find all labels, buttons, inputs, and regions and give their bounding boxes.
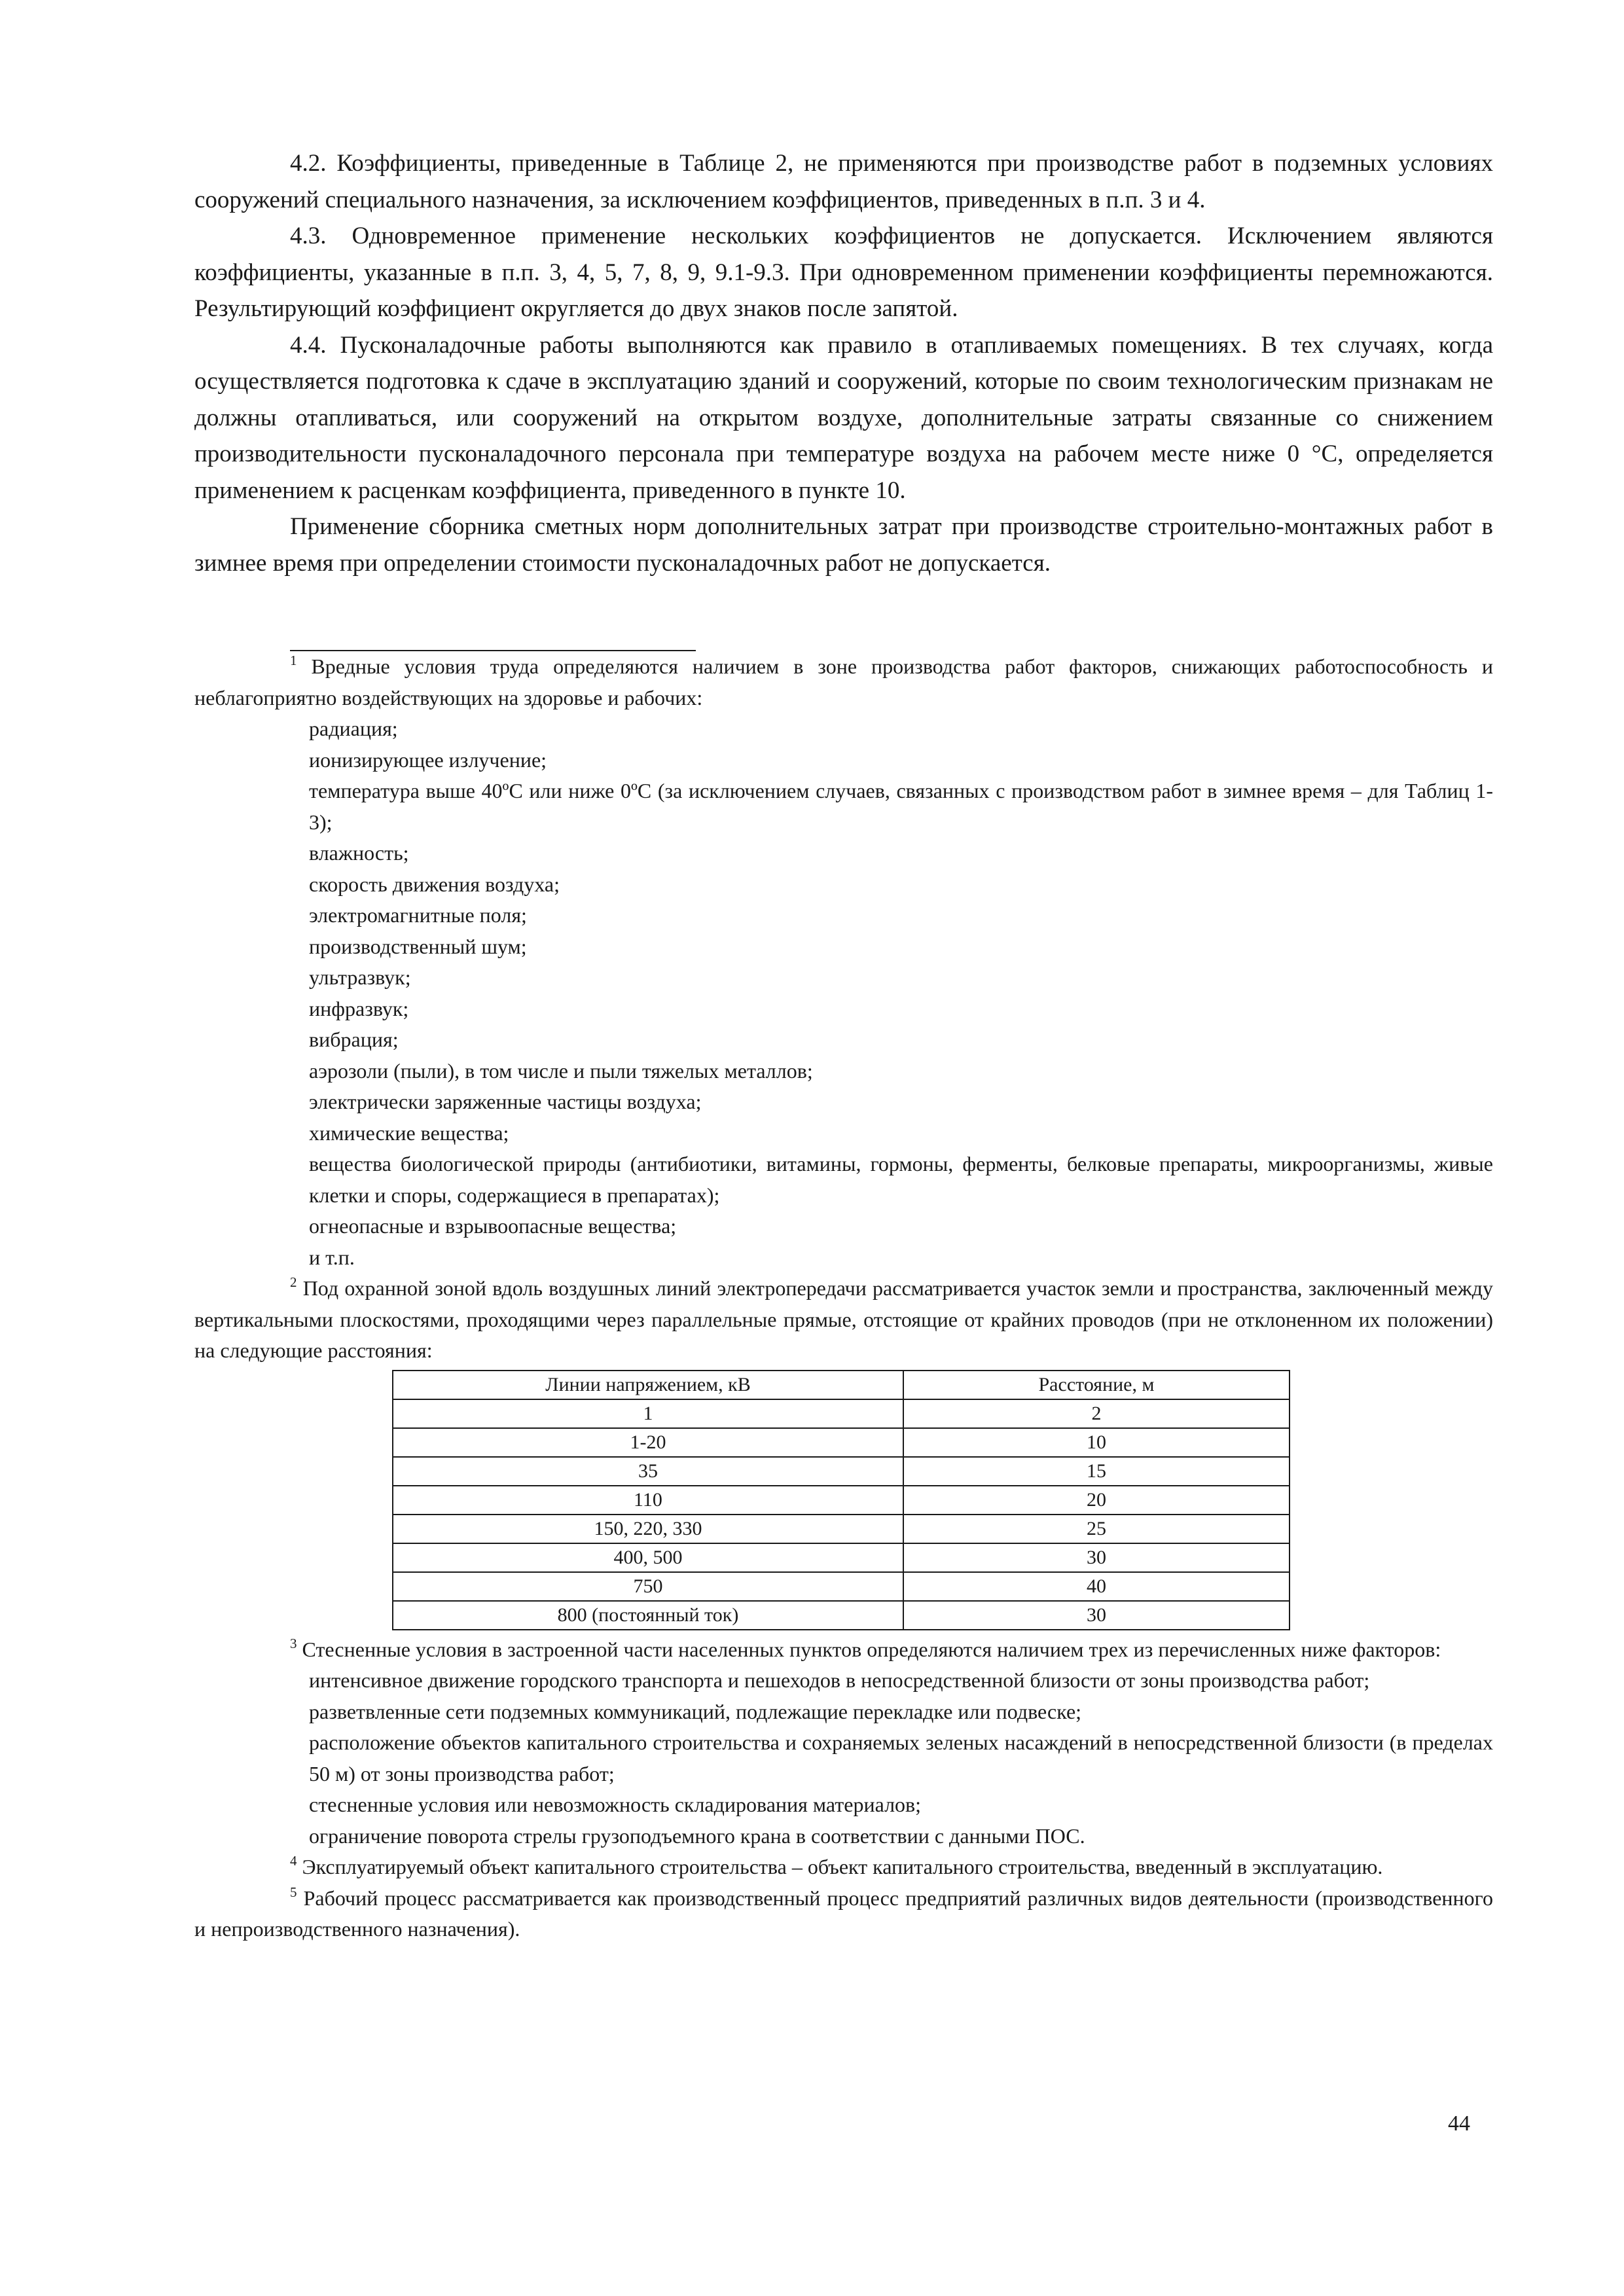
table-cell: 35: [393, 1457, 903, 1486]
list-item: вибрация;: [309, 1028, 399, 1051]
list-item: влажность;: [309, 841, 409, 865]
list-item: разветвленные сети подземных коммуникаций, подлежащие перекладке или подвеске;: [309, 1699, 1082, 1723]
table-row: [393, 1399, 1290, 1428]
list-item: и т.п.: [309, 1245, 355, 1269]
footnote-4-mark: 4: [290, 1853, 297, 1869]
footnote-5-text: Рабочий процесс рассматривается как производственный процесс предприятий различных видов деятельности (производственного и непроизводственного назначения).: [194, 1886, 1493, 1941]
table-row: [393, 1543, 1290, 1572]
table-cell: 40: [903, 1572, 1290, 1601]
list-item: производственный шум;: [309, 934, 527, 958]
table-cell: 150, 220, 330: [393, 1515, 903, 1543]
footnote-2-text: Под охранной зоной вдоль воздушных линий электропередачи рассматривается участок земли и пространства, заключенный между вертикальными плоскостями, проходящими через параллельные прямые, отстоящие от крайних проводов (при не отклоненном их положении) на следующие расстояния:: [194, 1276, 1493, 1362]
footnote-4: [194, 1852, 1493, 1883]
list-item: инфразвук;: [309, 996, 409, 1020]
paragraph-4-4: 4.4. Пусконаладочные работы выполняются как правило в отапливаемых помещениях. В тех случаях, когда осуществляется подготовка к сдаче в эксплуатацию зданий и сооружений, которые по своим технологическим признакам не должны отапливаться, или сооружений на открытом воздухе, дополнительные затраты связанные со снижением производительности пусконаладочного персонала при температуре воздуха на рабочем месте ниже 0 °С, определяется применением к расценкам коэффициента, приведенного в пункте 10.: [194, 331, 1493, 504]
list-item: химические вещества;: [309, 1121, 509, 1145]
table-cell: 10: [903, 1428, 1290, 1457]
table-cell: 1: [393, 1399, 903, 1428]
page-number: 44: [1448, 2111, 1470, 2136]
column-header-voltage: Линии напряжением, кВ: [393, 1371, 903, 1399]
list-item: стесненные условия или невозможность складирования материалов;: [309, 1793, 922, 1816]
column-header-distance: Расстояние, м: [903, 1371, 1290, 1399]
list-item: температура выше 40ºС или ниже 0ºС (за исключением случаев, связанных с производством работ в зимнее время – для Таблиц 1-3);: [309, 779, 1493, 834]
footnote-2-mark: 2: [290, 1274, 297, 1290]
table-cell: 750: [393, 1572, 903, 1601]
table-row: [393, 1486, 1290, 1515]
list-item: огнеопасные и взрывоопасные вещества;: [309, 1214, 677, 1238]
list-item: ограничение поворота стрелы грузоподъемного крана в соответствии с данными ПОС.: [309, 1823, 1085, 1848]
table-cell: 30: [903, 1601, 1290, 1630]
list-item: расположение объектов капитального строительства и сохраняемых зеленых насаждений в непосредственной близости (в пределах 50 м) от зоны производства работ;: [309, 1731, 1493, 1785]
table-cell: 30: [903, 1543, 1290, 1572]
footnote-5-mark: 5: [290, 1884, 297, 1900]
table-row: [393, 1515, 1290, 1543]
table-cell: 1-20: [393, 1428, 903, 1457]
list-item: ультразвук;: [309, 965, 411, 989]
footnote-3-text: Стесненные условия в застроенной части населенных пунктов определяются наличием трех из перечисленных ниже факторов:: [297, 1637, 1441, 1661]
paragraph-4-2: 4.2. Коэффициенты, приведенные в Таблице 2, не применяются при производстве работ в подземных условиях сооружений специального назначения, за исключением коэффициентов, приведенных в п.п. 3 и 4.: [194, 150, 1493, 213]
document-page: [194, 145, 1493, 1945]
table-row: [393, 1572, 1290, 1601]
footnote-3-mark: 3: [290, 1635, 297, 1651]
footnote-5: [194, 1883, 1493, 1945]
list-item: аэрозоли (пыли), в том числе и пыли тяжелых металлов;: [309, 1058, 813, 1083]
main-text: [194, 145, 1493, 581]
footnote-1: [194, 651, 1493, 713]
list-item: электромагнитные поля;: [309, 903, 527, 927]
footnote-3-list: [194, 1665, 1493, 1852]
list-item: электрически заряженные частицы воздуха;: [309, 1090, 702, 1113]
footnote-2: [194, 1273, 1493, 1367]
list-item: радиация;: [309, 717, 398, 740]
footnote-1-list: [194, 713, 1493, 1273]
footnote-1-mark: 1: [290, 653, 297, 668]
list-item: скорость движения воздуха;: [309, 872, 560, 896]
paragraph-winter-note: Применение сборника сметных норм дополнительных затрат при производстве строительно-монтажных работ в зимнее время при определении стоимости пусконаладочных работ не допускается.: [194, 513, 1493, 577]
voltage-distance-table: [392, 1370, 1290, 1630]
table-row: [393, 1601, 1290, 1630]
list-item: интенсивное движение городского транспорта и пешеходов в непосредственной близости от зоны производства работ;: [309, 1668, 1370, 1692]
table-cell: 25: [903, 1515, 1290, 1543]
list-item: ионизирующее излучение;: [309, 747, 547, 772]
table-cell: 800 (постоянный ток): [393, 1601, 903, 1630]
footnotes: [194, 651, 1493, 1945]
footnote-4-text: Эксплуатируемый объект капитального строительства – объект капитального строительства, введенный в эксплуатацию.: [297, 1855, 1383, 1878]
footnote-3: [194, 1634, 1493, 1666]
table-row: [393, 1457, 1290, 1486]
list-item: вещества биологической природы (антибиотики, витамины, гормоны, ферменты, белковые препараты, микроорганизмы, живые клетки и споры, содержащиеся в препаратах);: [309, 1152, 1493, 1207]
table-cell: 110: [393, 1486, 903, 1515]
paragraph-4-3: 4.3. Одновременное применение нескольких коэффициентов не допускается. Исключением являются коэффициенты, указанные в п.п. 3, 4, 5, 7, 8, 9, 9.1-9.3. При одновременном применении коэффициенты перемножаются. Результирующий коэффициент округляется до двух знаков после запятой.: [194, 223, 1493, 322]
table-cell: 400, 500: [393, 1543, 903, 1572]
table-row: [393, 1428, 1290, 1457]
footnote-1-text: Вредные условия труда определяются наличием в зоне производства работ факторов, снижающих работоспособность и неблагоприятно воздействующих на здоровье и рабочих:: [194, 655, 1493, 709]
table-cell: 15: [903, 1457, 1290, 1486]
table-cell: 20: [903, 1486, 1290, 1515]
table-header-row: [393, 1371, 1290, 1399]
table-cell: 2: [903, 1399, 1290, 1428]
